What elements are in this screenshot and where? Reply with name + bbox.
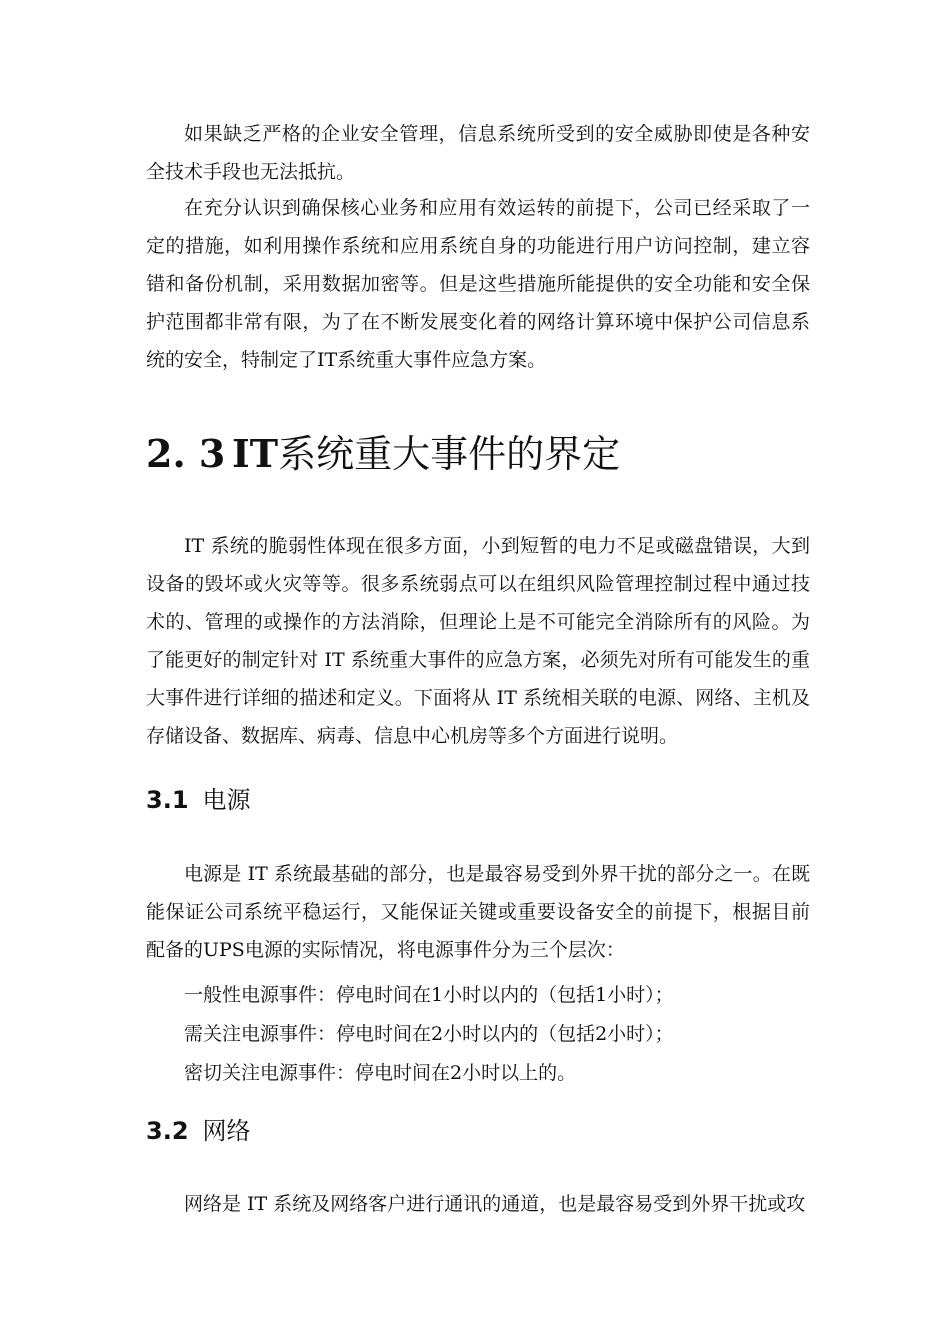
paragraph-security-management: 如果缺乏严格的企业安全管理，信息系统所受到的安全威胁即使是各种安全技术手段也无法抵抗。 bbox=[146, 123, 810, 183]
paragraph-network-intro: 网络是 IT 系统及网络客户进行通讯的通道，也是最容易受到外界干扰或攻 bbox=[184, 1193, 806, 1215]
section-title: 网络 bbox=[202, 1117, 251, 1145]
section-title-prefix: IT bbox=[232, 431, 279, 476]
section-heading-3-1 bbox=[146, 783, 251, 817]
section-number: 2. 3 bbox=[146, 431, 226, 476]
section-title: 电源 bbox=[202, 786, 251, 814]
power-level-item: 一般性电源事件：停电时间在1小时以内的（包括1小时）； bbox=[184, 984, 674, 1006]
paragraph-it-vulnerability: IT 系统的脆弱性体现在很多方面，小到短暂的电力不足或磁盘错误，大到设备的毁坏或火灾等等。很多系统弱点可以在组织风险管理控制过程中通过技术的、管理的或操作的方法消除，但理论上是不可能完全消除所有的风险。为了能更好的制定针对 IT 系统重大事件的应急方案，必须先对所有可能发生的重大事件进行详细的描述和定义。下面将从 IT 系统相关联的电源、网络、主机及存储设备、数据库、病毒、信息中心机房等多个方面进行说明。 bbox=[146, 535, 810, 747]
section-title: 系统重大事件的界定 bbox=[278, 432, 621, 476]
paragraph-power-intro: 电源是 IT 系统最基础的部分，也是最容易受到外界干扰的部分之一。在既能保证公司系统平稳运行，又能保证关键或重要设备安全的前提下，根据目前配备的UPS电源的实际情况，将电源事件分为三个层次： bbox=[146, 863, 810, 961]
section-heading-3-2 bbox=[146, 1114, 251, 1148]
paragraph-existing-measures: 在充分认识到确保核心业务和应用有效运转的前提下，公司已经采取了一定的措施，如利用操作系统和应用系统自身的功能进行用户访问控制，建立容错和备份机制，采用数据加密等。但是这些措施所能提供的安全功能和安全保护范围都非常有限，为了在不断发展变化着的网络计算环境中保护公司信息系统的安全，特制定了IT系统重大事件应急方案。 bbox=[146, 197, 810, 371]
power-level-item: 需关注电源事件：停电时间在2小时以内的（包括2小时）； bbox=[184, 1023, 674, 1045]
power-level-item: 密切关注电源事件：停电时间在2小时以上的。 bbox=[184, 1062, 577, 1084]
section-number: 3.2 bbox=[146, 1117, 189, 1145]
section-number: 3.1 bbox=[146, 786, 189, 814]
section-heading-2-3 bbox=[146, 426, 620, 482]
